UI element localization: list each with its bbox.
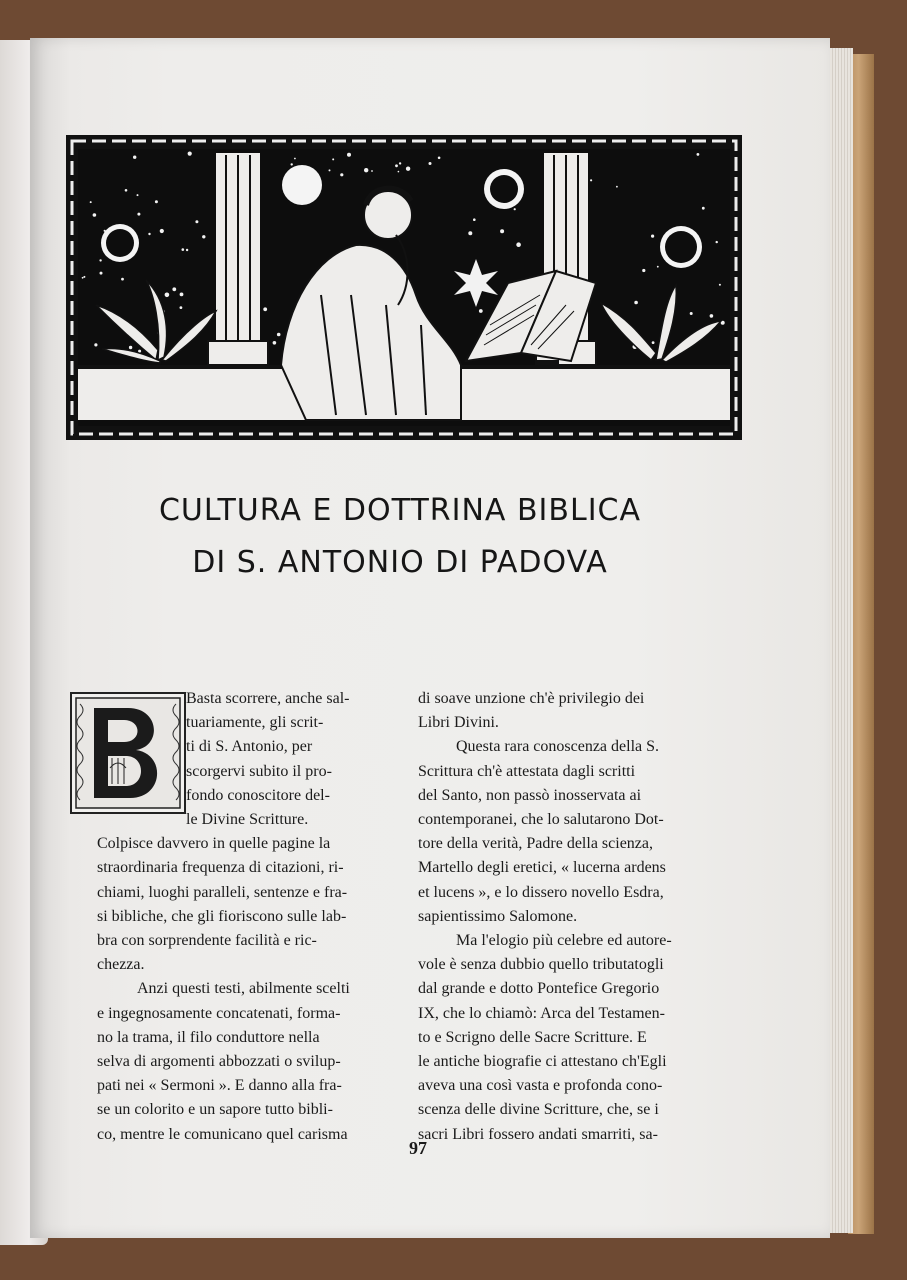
text-line: si bibliche, che gli fioriscono sulle lab- xyxy=(97,907,347,925)
text-line: scenza delle divine Scritture, che, se i xyxy=(418,1101,659,1119)
text-line: aveva una così vasta e profonda cono- xyxy=(418,1077,663,1095)
text-line: IX, che lo chiamò: Arca del Testamen- xyxy=(418,1004,665,1022)
text-line: straordinaria frequenza di citazioni, ri- xyxy=(97,859,344,877)
text-line: scorgervi subito il pro- xyxy=(186,762,332,780)
text-line: Colpisce davvero in quelle pagine la xyxy=(97,835,331,853)
text-line: Questa rara conoscenza della S. xyxy=(456,738,660,756)
text-line: del Santo, non passò inosservata ai xyxy=(418,786,642,804)
text-line: vole è senza dubbio quello tributatogli xyxy=(418,956,664,974)
text-line: bra con sorprendente facilità e ric- xyxy=(97,932,317,949)
text-line: se un colorito e un sapore tutto bibli- xyxy=(97,1101,333,1119)
text-line: to e Scrigno delle Sacre Scritture. E xyxy=(418,1028,647,1046)
dropcap-b-icon xyxy=(70,692,186,814)
text-line: chiami, luoghi paralleli, sentenze e fra- xyxy=(97,883,348,901)
text-line: pati nei « Sermoni ». E danno alla fra- xyxy=(97,1077,342,1095)
header-illustration xyxy=(66,135,742,440)
text-line: Anzi questi testi, abilmente scelti xyxy=(137,980,350,998)
text-line: tuariamente, gli scrit- xyxy=(186,714,324,732)
text-line: di soave unzione ch'è privilegio dei xyxy=(418,690,645,707)
text-line: co, mentre le comunicano quel carisma xyxy=(97,1125,348,1143)
text-line: sacri Libri fossero andati smarriti, sa- xyxy=(418,1125,658,1143)
text-line: le antiche biografie ci attestano ch'Egli xyxy=(418,1053,667,1070)
text-line: Martello degli eretici, « lucerna ardens xyxy=(418,859,666,877)
text-line: dal grande e dotto Pontefice Gregorio xyxy=(418,980,660,998)
text-line: sapientissimo Salomone. xyxy=(418,907,578,925)
text-line: chezza. xyxy=(97,956,145,974)
text-line: selva di argomenti abbozzati o svilup- xyxy=(97,1053,341,1070)
text-line: ti di S. Antonio, per xyxy=(186,738,313,756)
text-line: tore della verità, Padre della scienza, xyxy=(418,835,653,853)
text-line: et lucens », e lo dissero novello Esdra, xyxy=(418,883,664,901)
page-title-line-2: DI S. ANTONIO DI PADOVA xyxy=(192,545,608,580)
text-line: e ingegnosamente concatenati, forma- xyxy=(97,1004,341,1022)
page-title-line-1: CULTURA E DOTTRINA BIBLICA xyxy=(158,493,642,528)
text-line: fondo conoscitore del- xyxy=(186,786,330,804)
text-line: Basta scorrere, anche sal- xyxy=(186,690,350,707)
page-number: 97 xyxy=(409,1138,427,1158)
text-line: le Divine Scritture. xyxy=(186,811,309,828)
text-line: Scrittura ch'è attestata dagli scritti xyxy=(418,762,636,780)
text-line: Libri Divini. xyxy=(418,714,499,732)
text-line: Ma l'elogio più celebre ed autore- xyxy=(456,932,672,949)
scholar-illustration-icon xyxy=(66,135,742,440)
text-line: contemporanei, che lo salutarono Dot- xyxy=(418,811,664,828)
text-line: no la trama, il filo conduttore nella xyxy=(97,1028,320,1046)
